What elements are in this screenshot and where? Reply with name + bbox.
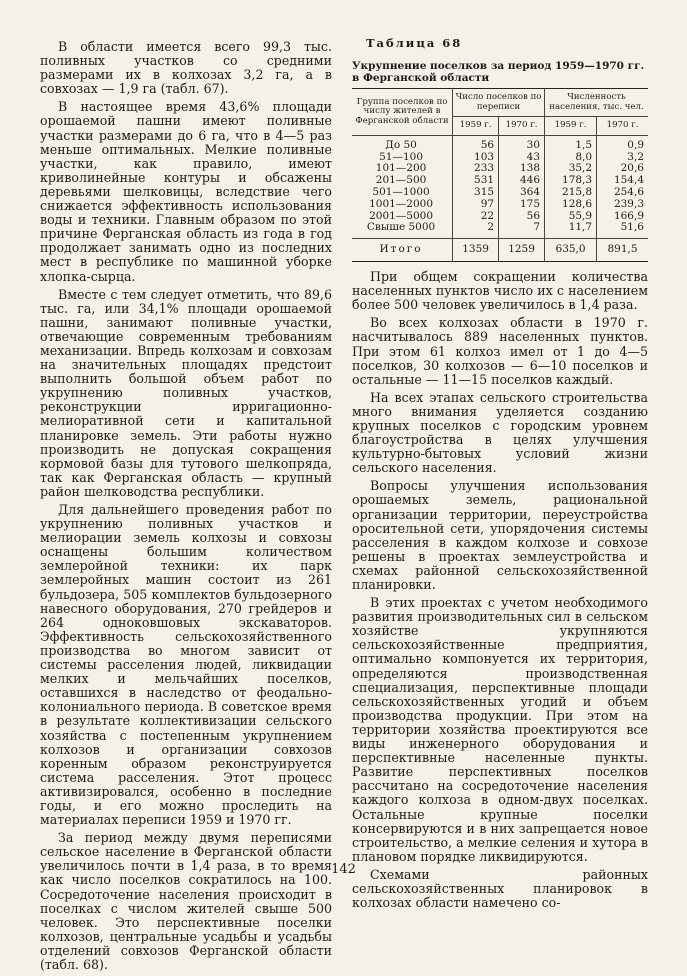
header-count-1970: 1970 г.	[499, 117, 545, 136]
row-count-1970: 56	[499, 211, 545, 223]
table-row	[352, 222, 648, 238]
total-count-1970: 1259	[499, 239, 545, 262]
row-group: 201—500	[352, 175, 453, 187]
row-group: 1001—2000	[352, 199, 453, 211]
header-count-1959: 1959 г.	[453, 117, 499, 136]
row-group: Свыше 5000	[352, 222, 453, 238]
row-count-1959: 22	[453, 211, 499, 223]
row-count-1970: 7	[499, 222, 545, 238]
row-pop-1959: 55,9	[545, 211, 597, 223]
settlement-table	[352, 88, 648, 262]
paragraph: Для дальнейшего проведения работ по укрупнению поливных участков и мелиорации земель колхозы и совхозы оснащены большим количеством землеройной техники: их парк землеройных машин состоит из 261 бульдозера, 505 комплектов бульдозерного навесного оборудования, 270 грейдеров и 264 одноковшовых экскаваторов. Эффективность сельскохозяйственного производства во многом зависит от системы расселения людей, ликвидации мелких и мельчайших поселков, оставшихся в наследство от феодально-колониального периода. В советское время в результате коллективизации сельского хозяйства с постепенным укрупнением колхозов и организации совхозов коренным образом реконструируется система расселения. Этот процесс активизировался, особенно в последние годы, и его можно проследить на материалах переписи 1959 и 1970 гг.	[40, 502, 332, 828]
row-pop-1970: 254,6	[597, 187, 648, 199]
header-pop-1959: 1959 г.	[545, 117, 597, 136]
row-pop-1959: 8,0	[545, 152, 597, 164]
row-group: 51—100	[352, 152, 453, 164]
row-pop-1970: 3,2	[597, 152, 648, 164]
page-number: 142	[331, 862, 356, 877]
row-pop-1970: 239,3	[597, 199, 648, 211]
row-pop-1959: 128,6	[545, 199, 597, 211]
row-group: 101—200	[352, 163, 453, 175]
total-count-1959: 1359	[453, 239, 499, 262]
paragraph: Во всех колхозах области в 1970 г. насчитывалось 889 населенных пунктов. При этом 61 колхоз имел от 1 до 4—5 поселков, 30 колхозов — 6—10 поселков и остальные — 11—15 поселков каждый.	[352, 315, 648, 387]
row-pop-1970: 166,9	[597, 211, 648, 223]
total-label: Итого	[352, 239, 453, 262]
left-column	[40, 40, 332, 976]
paragraph: В этих проектах с учетом необходимого развития производительных сил в сельском хозяйстве укрупняются сельскохозяйственные предприятия, оптимально компонуется их территория, определяются производственная специализация, перспективные площади сельскохозяйственных угодий и объем производства продукции. При этом на территории хозяйства проектируются все виды инженерного оборудования и перспективные населенные пункты. Развитие перспективных поселков рассчитано на сосредоточение населения каждого колхоза в одном-двух поселках. Остальные крупные поселки консервируются и в них запрещается новое строительство, а мелкие селения и хутора в плановом порядке ликвидируются.	[352, 595, 648, 864]
row-count-1959: 103	[453, 152, 499, 164]
row-pop-1959: 11,7	[545, 222, 597, 238]
table-total-row	[352, 239, 648, 262]
row-pop-1970: 51,6	[597, 222, 648, 238]
header-population: Численность населения, тыс. чел.	[545, 89, 648, 117]
table-label: Таблица 68	[366, 36, 463, 50]
row-group: 2001—5000	[352, 211, 453, 223]
paragraph: В области имеется всего 99,3 тыс. поливных участков со средними размерами их в колхозах 3,2 га, а в совхозах — 1,9 га (табл. 67).	[40, 39, 332, 97]
row-pop-1970: 0,9	[597, 135, 648, 151]
table-row	[352, 135, 648, 151]
row-count-1970: 30	[499, 135, 545, 151]
row-count-1959: 97	[453, 199, 499, 211]
paragraph: Схемами районных сельскохозяйственных планировок в колхозах области намечено со-	[352, 866, 648, 911]
row-count-1959: 531	[453, 175, 499, 187]
row-count-1970: 138	[499, 163, 545, 175]
table-title: Укрупнение поселков за период 1959—1970 гг. в Ферганской области	[352, 60, 645, 85]
row-group: До 50	[352, 135, 453, 151]
row-pop-1959: 178,3	[545, 175, 597, 187]
row-count-1959: 315	[453, 187, 499, 199]
row-pop-1959: 35,2	[545, 163, 597, 175]
row-pop-1959: 1,5	[545, 135, 597, 151]
row-count-1959: 2	[453, 222, 499, 238]
row-count-1970: 43	[499, 152, 545, 164]
header-pop-1970: 1970 г.	[597, 117, 648, 136]
row-pop-1970: 20,6	[597, 163, 648, 175]
paragraph: В настоящее время 43,6% площади орошаемой пашни имеют поливные участки размерами до 6 га, что в 4—5 раз меньше оптимальных. Мелкие поливные участки, как правило, имеют криволинейные контуры и обсажены деревьями шелковицы, вследствие чего снижается эффективность использования воды и техники. Главным образом по этой причине Ферганская область из года в год продолжает занимать одно из последних мест в республике по машинной уборке хлопка-сырца.	[40, 99, 332, 284]
header-count: Число поселков по переписи	[453, 89, 545, 117]
row-count-1959: 233	[453, 163, 499, 175]
row-group: 501—1000	[352, 187, 453, 199]
row-pop-1959: 215,8	[545, 187, 597, 199]
paragraph: Вместе с тем следует отметить, что 89,6 тыс. га, или 34,1% площади орошаемой пашни, занимают поливные участки, отвечающие современным требованиям механизации. Впредь колхозам и совхозам на значительных площадях предстоит выполнить большой объем работ по укрупнению поливных участков, реконструкции ирригационно-мелиоративной сети и капитальной планировке земель. Эти работы нужно производить не допуская сокращения кормовой базы для тутового шелкопряда, так как Ферганская область — крупный район шелководства республики.	[40, 286, 332, 499]
right-column	[352, 36, 648, 914]
row-count-1970: 364	[499, 187, 545, 199]
row-count-1970: 446	[499, 175, 545, 187]
header-group: Группа поселков по числу жителей в Ферганской области	[352, 89, 453, 136]
paragraph: Вопросы улучшения использования орошаемых земель, рациональной организации территории, переустройства оросительной сети, упорядочения системы расселения в каждом колхозе и совхозе решены в проектах землеустройства и схемах районной сельскохозяйственной планировки.	[352, 478, 648, 593]
total-pop-1970: 891,5	[597, 239, 648, 262]
paragraph: При общем сокращении количества населенных пунктов число их с населением более 500 человек увеличилось в 1,4 раза.	[352, 269, 648, 313]
row-count-1959: 56	[453, 135, 499, 151]
paragraph: На всех этапах сельского строительства много внимания уделяется созданию крупных поселков с городским уровнем благоустройства в целях улучшения культурно-бытовых условий жизни сельского населения.	[352, 389, 648, 476]
row-pop-1970: 154,4	[597, 175, 648, 187]
table-row	[352, 199, 648, 211]
paragraph: За период между двумя переписями сельское население в Ферганской области увеличилось почти в 1,4 раза, в то время как число поселков сократилось на 100. Сосредоточение населения происходит в поселках с числом жителей свыше 500 человек. Это перспективные поселки колхозов, центральные усадьбы и усадьбы отделений совхозов Ферганской области (табл. 68).	[40, 830, 332, 972]
row-count-1970: 175	[499, 199, 545, 211]
total-pop-1959: 635,0	[545, 239, 597, 262]
table-body	[352, 135, 648, 238]
